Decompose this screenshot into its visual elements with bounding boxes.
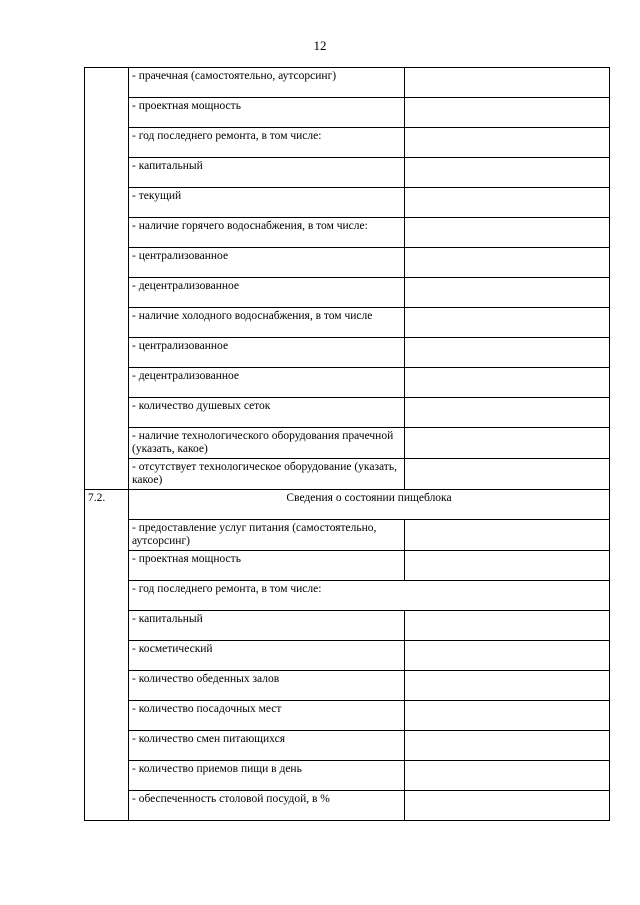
table-row bbox=[85, 701, 610, 731]
row-label: - количество обеденных залов bbox=[129, 671, 405, 701]
row-value-cell[interactable] bbox=[405, 188, 610, 218]
row-label: - год последнего ремонта, в том числе: bbox=[129, 128, 405, 158]
row-label: - текущий bbox=[129, 188, 405, 218]
row-label: - децентрализованное bbox=[129, 368, 405, 398]
row-value-cell[interactable] bbox=[405, 731, 610, 761]
row-label: - наличие холодного водоснабжения, в том числе bbox=[129, 308, 405, 338]
table-row bbox=[85, 761, 610, 791]
section-header-row bbox=[85, 490, 610, 520]
table-row bbox=[85, 368, 610, 398]
row-value-cell[interactable] bbox=[405, 791, 610, 821]
table-row bbox=[85, 520, 610, 551]
row-value-cell[interactable] bbox=[405, 278, 610, 308]
facility-table bbox=[84, 67, 610, 821]
table-row bbox=[85, 218, 610, 248]
row-value-cell[interactable] bbox=[405, 398, 610, 428]
row-value-cell[interactable] bbox=[405, 520, 610, 551]
row-label: - количество приемов пищи в день bbox=[129, 761, 405, 791]
section-title: Сведения о состоянии пищеблока bbox=[129, 490, 610, 520]
row-value-cell[interactable] bbox=[405, 611, 610, 641]
row-value-cell[interactable] bbox=[405, 68, 610, 98]
row-value-cell[interactable] bbox=[405, 158, 610, 188]
table-row bbox=[85, 188, 610, 218]
row-value-cell[interactable] bbox=[405, 218, 610, 248]
row-label: - год последнего ремонта, в том числе: bbox=[129, 581, 610, 611]
row-label: - децентрализованное bbox=[129, 278, 405, 308]
table-row bbox=[85, 128, 610, 158]
table-row bbox=[85, 308, 610, 338]
row-value-cell[interactable] bbox=[405, 671, 610, 701]
table-row bbox=[85, 398, 610, 428]
row-value-cell[interactable] bbox=[405, 308, 610, 338]
row-value-cell[interactable] bbox=[405, 459, 610, 490]
table-row bbox=[85, 278, 610, 308]
row-value-cell[interactable] bbox=[405, 248, 610, 278]
table-row bbox=[85, 68, 610, 98]
row-value-cell[interactable] bbox=[405, 761, 610, 791]
table-row bbox=[85, 459, 610, 490]
section-number: 7.2. bbox=[85, 490, 129, 821]
row-value-cell[interactable] bbox=[405, 701, 610, 731]
row-value-cell[interactable] bbox=[405, 98, 610, 128]
row-label: - обеспеченность столовой посудой, в % bbox=[129, 791, 405, 821]
table-row bbox=[85, 338, 610, 368]
table-row bbox=[85, 428, 610, 459]
row-value-cell[interactable] bbox=[405, 368, 610, 398]
row-label: - капитальный bbox=[129, 611, 405, 641]
table-row bbox=[85, 731, 610, 761]
row-label: - количество душевых сеток bbox=[129, 398, 405, 428]
row-label: - количество посадочных мест bbox=[129, 701, 405, 731]
row-value-cell[interactable] bbox=[405, 128, 610, 158]
row-label: - наличие технологического оборудования прачечной (указать, какое) bbox=[129, 428, 405, 459]
row-label: - проектная мощность bbox=[129, 551, 405, 581]
section-number-cell bbox=[85, 68, 129, 490]
row-label: - централизованное bbox=[129, 248, 405, 278]
table-row bbox=[85, 551, 610, 581]
table-row bbox=[85, 158, 610, 188]
table-row bbox=[85, 248, 610, 278]
table-row bbox=[85, 611, 610, 641]
row-value-cell[interactable] bbox=[405, 551, 610, 581]
row-value-cell[interactable] bbox=[405, 428, 610, 459]
row-label: - косметический bbox=[129, 641, 405, 671]
row-value-cell[interactable] bbox=[405, 641, 610, 671]
row-label: - предоставление услуг питания (самостоятельно, аутсорсинг) bbox=[129, 520, 405, 551]
row-label: - отсутствует технологическое оборудование (указать, какое) bbox=[129, 459, 405, 490]
row-label: - наличие горячего водоснабжения, в том числе: bbox=[129, 218, 405, 248]
row-value-cell[interactable] bbox=[405, 338, 610, 368]
table-row bbox=[85, 98, 610, 128]
row-label: - прачечная (самостоятельно, аутсорсинг) bbox=[129, 68, 405, 98]
table-row bbox=[85, 581, 610, 611]
page-number: 12 bbox=[313, 38, 327, 53]
table-row bbox=[85, 641, 610, 671]
row-label: - централизованное bbox=[129, 338, 405, 368]
table-row bbox=[85, 671, 610, 701]
row-label: - проектная мощность bbox=[129, 98, 405, 128]
row-label: - количество смен питающихся bbox=[129, 731, 405, 761]
row-label: - капитальный bbox=[129, 158, 405, 188]
table-row bbox=[85, 791, 610, 821]
